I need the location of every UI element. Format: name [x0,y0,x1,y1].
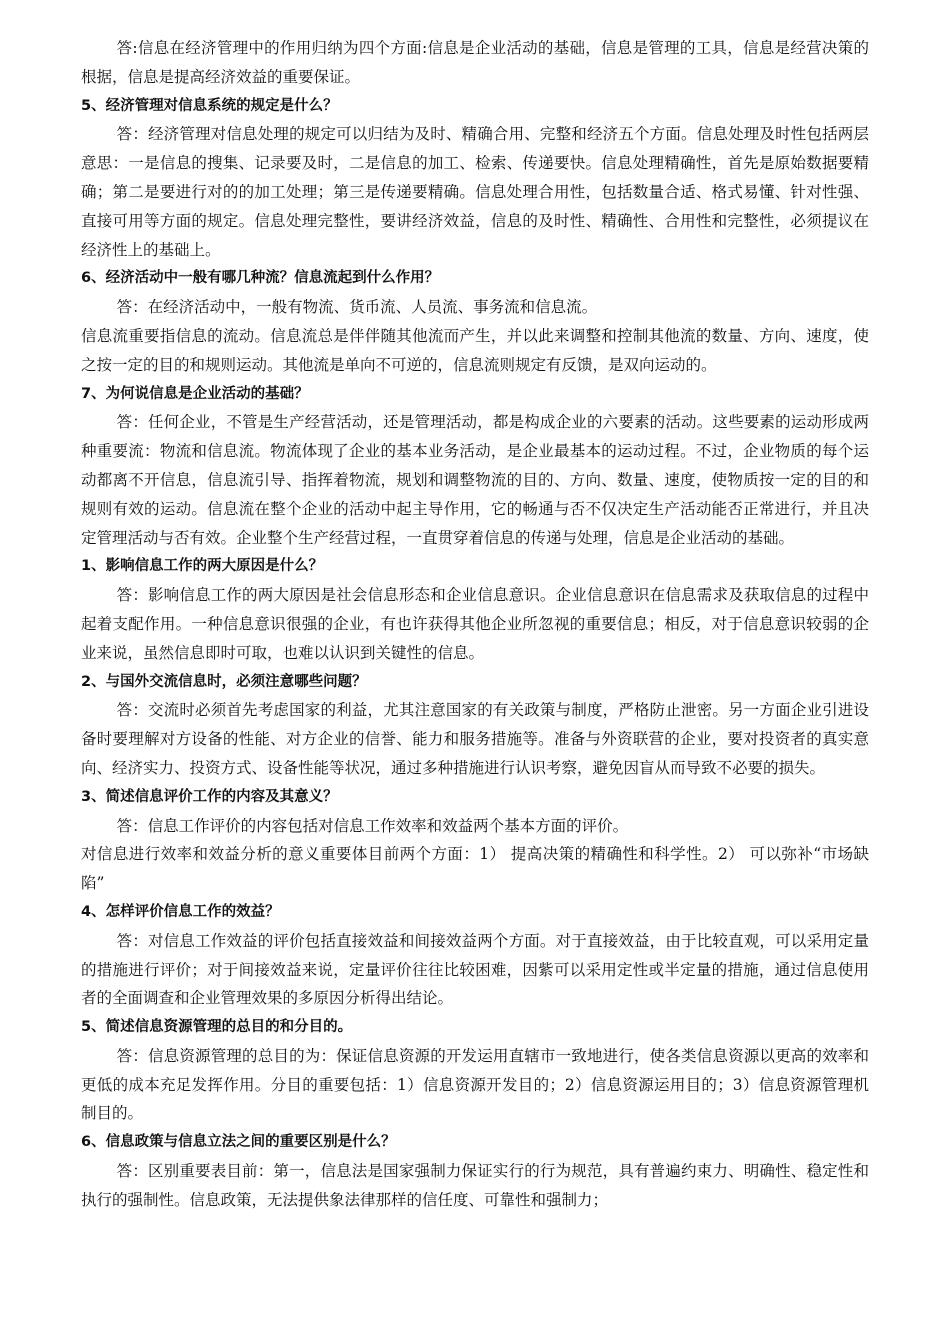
answer-paragraph: 答：区别重要表目前：第一，信息法是国家强制力保证实行的行为规范，具有普遍约束力、明确性、稳定性和执行的强制性。信息政策，无法提供象法律那样的信任度、可靠性和强制力； [81,1162,869,1209]
question-heading: 5、经济管理对信息系统的规定是什么？ [81,97,338,114]
question-heading: 2、与国外交流信息时，必须注意哪些问题？ [81,673,367,690]
answer-paragraph: 答：影响信息工作的两大原因是社会信息形态和企业信息意识。企业信息意识在信息需求及获取信息的过程中起着支配作用。一种信息意识很强的企业，有也许获得其他企业所忽视的重要信息；相反，对于信息意识较弱的企业来说，虽然信息即时可取，也难以认识到关键性的信息。 [81,586,869,662]
document-page [81,34,869,1215]
answer-paragraph: 答：在经济活动中，一般有物流、货币流、人员流、事务流和信息流。 [116,298,598,317]
question-heading: 3、简述信息评价工作的内容及其意义？ [81,788,338,805]
answer-continuation: 对信息进行效率和效益分析的意义重要体目前两个方面：1） 提高决策的精确性和科学性。2） 可以弥补“市场缺陷” [81,845,869,893]
answer-paragraph: 答：信息资源管理的总目的为：保证信息资源的开发运用直辖市一致地进行，使各类信息资源以更高的效率和更低的成本充足发挥作用。分目的重要包括：1）信息资源开发目的；2）信息资源运用目的；3）信息资源管理机制目的。 [81,1046,869,1123]
question-heading: 6、信息政策与信息立法之间的重要区别是什么？ [81,1134,396,1151]
answer-paragraph: 答：任何企业，不管是生产经营活动，还是管理活动，都是构成企业的六要素的活动。这些要素的运动形成两种重要流：物流和信息流。物流体现了企业的基本业务活动，是企业最基本的运动过程。不过，企业物质的每个运动都离不开信息，信息流引导、指挥着物流，规划和调整物流的目的、方向、数量、速度，使物质按一定的目的和规则有效的运动。信息流在整个企业的活动中起主导作用，它的畅通与否不仅决定生产活动能否正常进行，并且决定管理活动与否有效。企业整个生产经营过程，一直贯穿着信息的传递与处理，信息是企业活动的基础。 [81,413,869,547]
question-heading: 7、为何说信息是企业活动的基础？ [81,385,309,402]
answer-continuation: 信息流重要指信息的流动。信息流总是伴伴随其他流而产生，并以此来调整和控制其他流的数量、方向、速度，使之按一定的目的和规则运动。其他流是单向不可逆的，信息流则规定有反馈，是双向运动的。 [81,326,869,374]
answer-paragraph: 答:信息在经济管理中的作用归纳为四个方面:信息是企业活动的基础，信息是管理的工具，信息是经营决策的根据，信息是提高经济效益的重要保证。 [81,39,869,86]
answer-paragraph: 答：交流时必须首先考虑国家的利益，尤其注意国家的有关政策与制度，严格防止泄密。另一方面企业引进设备时要理解对方设备的性能、对方企业的信誉、能力和服务措施等。准备与外资联营的企业，要对投资者的真实意向、经济实力、投资方式、设备性能等状况，通过多种措施进行认识考察，避免因盲从而导致不必要的损失。 [81,701,869,777]
question-heading: 5、简述信息资源管理的总目的和分目的。 [81,1019,353,1036]
question-heading: 6、经济活动中一般有哪几种流？信息流起到什么作用？ [81,270,440,287]
answer-paragraph: 答：经济管理对信息处理的规定可以归结为及时、精确合用、完整和经济五个方面。信息处理及时性包括两层意思：一是信息的搜集、记录要及时，二是信息的加工、检索、传递要快。信息处理精确性，首先是原始数据要精确；第二是要进行对的的加工处理；第三是传递要精确。信息处理合用性，包括数量合适、格式易懂、针对性强、直接可用等方面的规定。信息处理完整性，要讲经济效益，信息的及时性、精确性、合用性和完整性，必须提议在经济性上的基础上。 [81,125,869,259]
question-heading: 1、影响信息工作的两大原因是什么？ [81,558,324,575]
answer-paragraph: 答：信息工作评价的内容包括对信息工作效率和效益两个基本方面的评价。 [116,816,629,835]
question-heading: 4、怎样评价信息工作的效益？ [81,903,280,920]
answer-paragraph: 答：对信息工作效益的评价包括直接效益和间接效益两个方面。对于直接效益，由于比较直观，可以采用定量的措施进行评价；对于间接效益来说，定量评价往往比较困难，因紫可以采用定性或半定量的措施，通过信息使用者的全面调查和企业管理效果的多原因分析得出结论。 [81,931,869,1008]
